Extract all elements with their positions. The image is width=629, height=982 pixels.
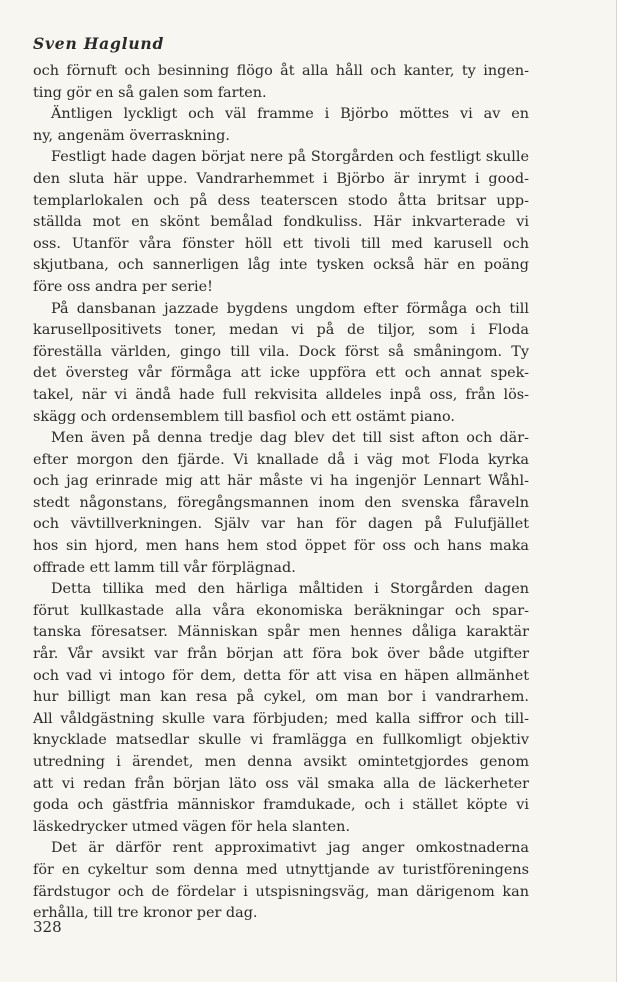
text-line: efter morgon den fjärde. Vi knallade då i väg mot Floda kyrka	[33, 451, 529, 468]
text-line: Äntligen lyckligt och väl framme i Björbo möttes vi av en	[51, 106, 529, 123]
text-line: föreställa världen, gingo till vila. Dock först så småningom. Ty	[33, 343, 529, 360]
text-line: för en cykeltur som denna med utnyttjande av turistföreningens	[33, 861, 529, 878]
text-line: goda och gästfria människor framdukade, och i stället köpte vi	[33, 797, 529, 814]
text-line: och förnuft och besinning flögo åt alla håll och kanter, ty ingen-	[33, 63, 529, 79]
text-line: Festligt hade dagen börjat nere på Storgården och festligt skulle	[51, 149, 529, 166]
text-line: Men även på denna tredje dag blev det till sist afton och där-	[51, 430, 529, 447]
text-line: det översteg vår förmåga att icke uppföra ett och annat spek-	[33, 365, 529, 382]
text-line: rår. Vår avsikt var från början att föra bok över både utgifter	[33, 646, 529, 663]
text-line: På dansbanan jazzade bygdens ungdom efter förmåga och till	[51, 300, 529, 317]
text-line: knycklade matsedlar skulle vi framlägga en fullkomligt objektiv	[33, 732, 529, 749]
text-line: och vävtillverkningen. Själv var han för dagen på Fulufjället	[33, 516, 529, 533]
body-text	[33, 61, 529, 925]
page-edge	[616, 0, 629, 982]
text-line: takel, när vi ändå hade full rekvisita alldeles inpå oss, från lös-	[33, 386, 529, 403]
text-line: och jag erinrade mig att här måste vi ha ingenjör Lennart Wåhl-	[33, 473, 529, 490]
text-line: erhålla, till tre kronor per dag.	[33, 905, 258, 922]
text-line: att vi redan från början läto oss väl smaka alla de läckerheter	[33, 775, 529, 792]
text-line: läskedrycker utmed vägen för hela slanten.	[33, 818, 351, 835]
text-line: förut kullkastade alla våra ekonomiska beräkningar och spar-	[33, 602, 529, 619]
text-line: hur billigt man kan resa på cykel, om man bor i vandrarhem.	[33, 689, 529, 706]
text-line: ting gör en så galen som farten.	[33, 84, 267, 101]
text-line: före oss andra per serie!	[33, 278, 213, 295]
text-line: Detta tillika med den härliga måltiden i Storgården dagen	[51, 581, 529, 598]
text-line: utredning i ärendet, men denna avsikt omintetgjordes genom	[33, 754, 529, 770]
text-line: den sluta här uppe. Vandrarhemmet i Björbo är inrymt i good-	[33, 170, 529, 187]
text-line: skägg och ordensemblem till basfiol och ett ostämt piano.	[33, 408, 455, 425]
text-line: skjutbana, och sannerligen låg inte tysken också här en poäng	[33, 257, 529, 274]
page-number: 328	[33, 918, 62, 936]
text-line: färdstugor och de fördelar i utspisningsväg, man därigenom kan	[33, 883, 529, 900]
text-line: All våldgästning skulle vara förbjuden; med kalla siffror och till-	[33, 710, 529, 727]
text-line: karusellpositivets toner, medan vi på de tiljor, som i Floda	[33, 322, 529, 339]
text-line: ny, angenäm överraskning.	[33, 127, 230, 144]
text-line: stedt någonstans, föregångsmannen inom den svenska fåraveln	[33, 494, 529, 511]
text-line: ställda mot en skönt bemålad fondkuliss. Här inkvarterade vi	[33, 214, 529, 231]
text-line: tanska föresatser. Människan spår men hennes dåliga karaktär	[33, 624, 529, 641]
text-line: oss. Utanför våra fönster höll ett tivoli till med karusell och	[33, 235, 529, 252]
text-line: templarlokalen och på dess teaterscen stodo åtta britsar upp-	[33, 192, 529, 209]
text-line: offrade ett lamm till vår förplägnad.	[33, 559, 296, 576]
running-header-author: Sven Haglund	[33, 34, 165, 53]
text-line: Det är därför rent approximativt jag anger omkostnaderna	[51, 840, 529, 857]
text-line: hos sin hjord, men hans hem stod öppet för oss och hans maka	[33, 538, 529, 555]
text-line: och vad vi intogo för dem, detta för att visa en häpen allmänhet	[33, 667, 529, 684]
